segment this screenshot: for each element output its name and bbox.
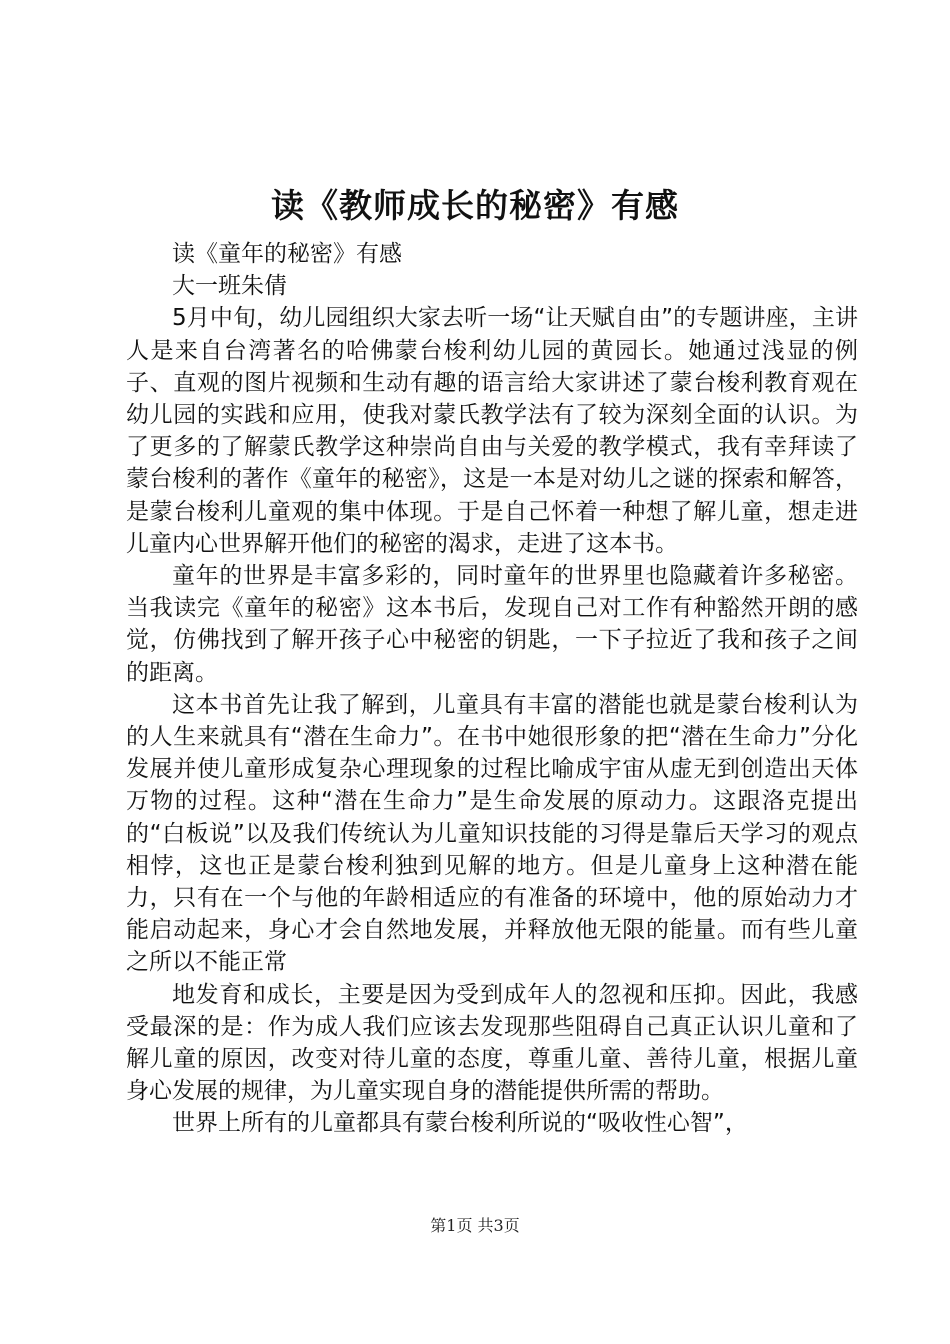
document-body — [126, 238, 858, 1140]
paragraph: 世界上所有的儿童都具有蒙台梭利所说的“吸收性心智”， — [172, 1110, 748, 1137]
paragraph: 5月中旬，幼儿园组织大家去听一场“让天赋自由”的专题讲座，主讲人是来自台湾著名的哈佛蒙台梭利幼儿园的黄园长。她通过浅显的例子、直观的图片视频和生动有趣的语言给大家讲述了蒙台梭利教育观在幼儿园的实践和应用，使我对蒙氏教学法有了较为深刻全面的认识。为了更多的了解蒙氏教学这种崇尚自由与关爱的教学模式，我有幸拜读了蒙台梭利的著作《童年的秘密》，这是一本是对幼儿之谜的探索和解答，是蒙台梭利儿童观的集中体现。于是自己怀着一种想了解儿童，想走进儿童内心世界解开他们的秘密的渴求，走进了这本书。 — [126, 305, 858, 557]
paragraph: 童年的世界是丰富多彩的，同时童年的世界里也隐藏着许多秘密。当我读完《童年的秘密》这本书后，发现自己对工作有种豁然开朗的感觉，仿佛找到了解开孩子心中秘密的钥匙，一下子拉近了我和孩子之间的距离。 — [126, 563, 858, 686]
paragraph: 地发育和成长，主要是因为受到成年人的忽视和压抑。因此，我感受最深的是：作为成人我们应该去发现那些阻碍自己真正认识儿童和了解儿童的原因，改变对待儿童的态度，尊重儿童、善待儿童，根据儿童身心发展的规律，为儿童实现自身的潜能提供所需的帮助。 — [126, 981, 858, 1105]
paragraph-subtitle: 读《童年的秘密》有感 — [172, 241, 402, 267]
page-number-footer: 第1页 共3页 — [430, 1216, 520, 1235]
paragraph-author: 大一班朱倩 — [172, 273, 287, 300]
document-title: 读《教师成长的秘密》有感 — [271, 186, 679, 225]
paragraph: 这本书首先让我了解到，儿童具有丰富的潜能也就是蒙台梭利认为的人生来就具有“潜在生命力”。在书中她很形象的把“潜在生命力”分化发展并使儿童形成复杂心理现象的过程比喻成宇宙从虚无到创造出天体万物的过程。这种“潜在生命力”是生命发展的原动力。这跟洛克提出的“白板说”以及我们传统认为儿童知识技能的习得是靠后天学习的观点相悖，这也正是蒙台梭利独到见解的地方。但是儿童身上这种潜在能力，只有在一个与他的年龄相适应的有准备的环境中，他的原始动力才能启动起来，身心才会自然地发展，并释放他无限的能量。而有些儿童之所以不能正常 — [126, 691, 858, 976]
